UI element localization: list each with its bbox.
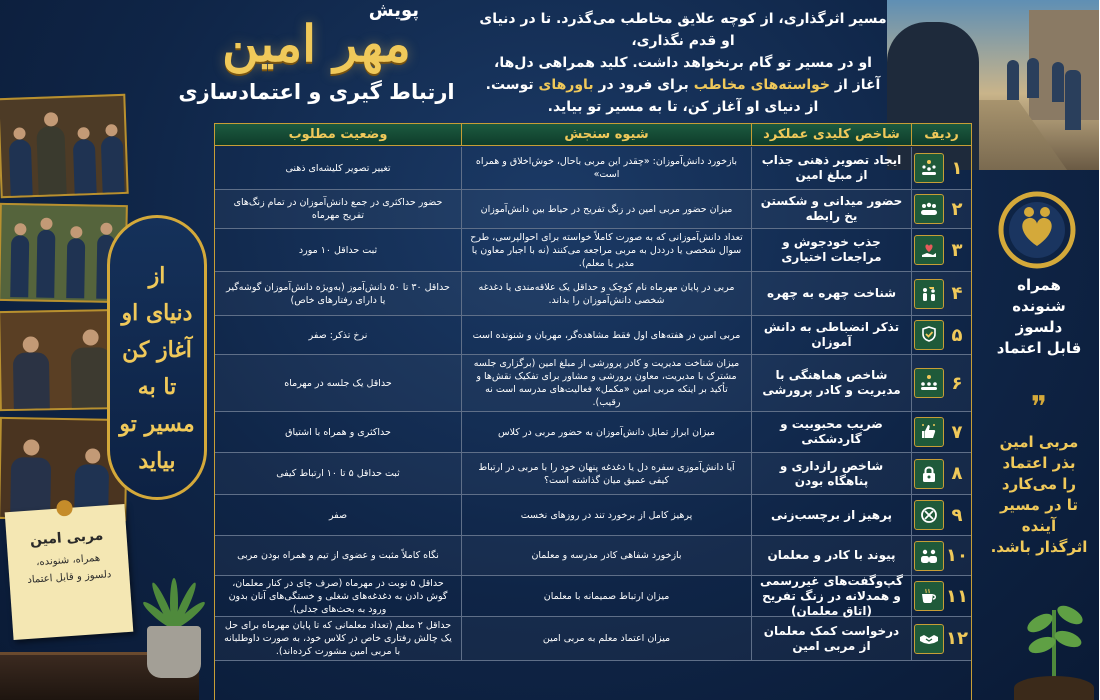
slogan-line: تا به [138, 374, 178, 400]
method-text: مربی در پایان مهرماه نام کوچک و حداقل یک علاقه‌مندی یا دغدغه شخصی دانش‌آموزان را بداند. [479, 281, 736, 306]
note-line: همراه، شنونده، [36, 552, 102, 569]
kpi-text: پیوند با کادر و معلمان [768, 548, 897, 562]
index-cell [912, 272, 972, 315]
row-number: ۱۱ [947, 585, 969, 607]
status-cell [216, 536, 462, 575]
intro-line: او در مسیر تو گام برنخواهد داشت. کلید همراهی دل‌ها، [495, 55, 873, 71]
status-text: نگاه کاملاً مثبت و عضوی از تیم و همراه بودن مربی [238, 550, 440, 561]
kpi-cell [752, 316, 912, 354]
network-people-icon [915, 368, 945, 398]
stars-people-icon [915, 153, 945, 183]
no-label-icon [915, 500, 945, 530]
index-cell [912, 617, 972, 660]
verse-line: بذر اعتماد [1003, 454, 1077, 472]
method-cell [462, 190, 752, 228]
method-cell [462, 576, 752, 616]
column-header-method: شیوه سنجش [462, 124, 752, 146]
intro-highlight: خواسته‌های مخاطب [694, 77, 832, 93]
quality-item: قابل اعتماد [997, 339, 1083, 357]
kpi-cell [752, 412, 912, 452]
heart-hand-icon [915, 235, 945, 265]
quote-mark-icon: ❞ [1031, 390, 1049, 425]
row-number: ۹ [952, 504, 964, 526]
kpi-text: جذب خودجوش و مراجعات اختیاری [782, 235, 883, 264]
kpi-text: حضور میدانی و شکستن یخ رابطه [761, 194, 904, 223]
row-number: ۶ [952, 372, 964, 394]
table-row [216, 412, 972, 453]
status-cell [216, 412, 462, 452]
table-row [216, 272, 972, 316]
kpi-cell [752, 229, 912, 271]
table-row [216, 190, 972, 229]
status-cell [216, 355, 462, 411]
verse-block [980, 432, 1100, 558]
row-number: ۵ [952, 324, 964, 346]
table-row [216, 453, 972, 495]
kpi-text: شاخص رازداری و پناهگاه بودن [780, 458, 885, 488]
qualities-list [980, 275, 1100, 359]
status-text: حداقل یک جلسه در مهرماه [285, 377, 393, 389]
handshake-icon [915, 624, 945, 654]
method-cell [462, 453, 752, 494]
kpi-text: تذکر انضباطی به دانش آموزان [764, 320, 901, 349]
method-cell [462, 229, 752, 271]
kpi-text: پرهیز از برچسب‌زنی [771, 507, 894, 522]
verse-line: را می‌کارد [1002, 475, 1078, 493]
kpi-table [215, 123, 973, 700]
row-number: ۸ [952, 463, 964, 484]
status-cell [216, 495, 462, 535]
thumbs-up-icon [915, 417, 945, 447]
sprout-icon [1005, 590, 1100, 700]
status-cell [216, 453, 462, 494]
shield-hand-icon [915, 320, 945, 350]
method-cell [462, 536, 752, 575]
method-cell [462, 147, 752, 189]
method-text: میزان حضور مربی امین در زنگ تفریح در حیاط بین دانش‌آموزان [481, 203, 734, 215]
row-number: ۱۲ [947, 628, 969, 649]
tea-cup-icon [915, 581, 945, 611]
method-text: تعداد دانش‌آموزانی که به صورت کاملاً خواسته برای احوالپرسی، طرح سوال شخصی یا درددل به مربی مراجعه می‌کنند (نه با اجبار معاون یا مدیر یا معلم). [471, 231, 744, 269]
sticky-note [6, 504, 135, 640]
kpi-cell [752, 573, 912, 618]
table-header [216, 124, 972, 146]
slogan-line: آغاز کن [123, 337, 193, 363]
method-cell [462, 316, 752, 354]
quality-item: دلسوز [1016, 318, 1064, 336]
mehr-amin-logo-icon [998, 190, 1078, 270]
method-text: میزان اعتماد معلم به مربی امین [543, 633, 672, 644]
verse-line: مربی امین [1000, 433, 1080, 451]
method-text: آیا دانش‌آموزی سفره دل یا دغدغه پنهان خود را با مربی در ارتباط کیفی عمیق میان گذاشته است؟ [479, 461, 736, 486]
status-text: صفر [329, 509, 349, 521]
method-cell [462, 355, 752, 411]
kpi-text: شاخص هماهنگی با مدیریت و کادر پرورشی [763, 368, 902, 397]
index-cell [912, 147, 972, 189]
index-cell [912, 495, 972, 535]
intro-line: مسیر اثرگذاری، از کوچه علایق مخاطب می‌گذرد. تا در دنیای او قدم نگذاری، [480, 11, 888, 49]
index-cell [912, 355, 972, 411]
kpi-text: گپ‌وگفت‌های غیررسمی و همدلانه در زنگ تفریح (اتاق معلمان) [761, 573, 904, 618]
title-block [165, 0, 470, 118]
group-icon [915, 194, 945, 224]
status-cell [216, 147, 462, 189]
quality-item: شنونده [1013, 297, 1067, 315]
index-cell [912, 453, 972, 494]
plant-icon [138, 565, 210, 700]
table-row [216, 147, 972, 190]
status-text: تغییر تصویر کلیشه‌ای ذهنی [286, 162, 392, 174]
page-title: مهر امین [223, 14, 412, 73]
method-text: میزان شناخت مدیریت و کادر پرورشی از مبلغ امین (برگزاری جلسه مشترک با مدیریت، معاون پرورشی و مشاور برای تفکیک نقش‌ها و تأکید بر اینکه مربی امین «مکمل» فعالیت‌های مدرسه است نه رقیب). [474, 358, 741, 408]
status-text: حداکثری و همراه با اشتیاق [286, 426, 392, 438]
slogan-line: از [149, 263, 167, 289]
page-subtitle: ارتباط گیری و اعتمادسازی [179, 80, 456, 104]
person-talk-icon [915, 279, 945, 309]
note-line: دلسوز و قابل اعتماد [28, 569, 113, 586]
table-row [216, 355, 972, 412]
kpi-cell [752, 272, 912, 315]
status-text: حداقل ۲ معلم (تعداد معلمانی که تا پایان مهرماه برای حل یک چالش رفتاری خاص در کلاس خود، به صورت داوطلبانه با مربی امین مشورت کرده‌اند). [225, 620, 453, 657]
row-number: ۲ [952, 198, 964, 220]
column-header-status: وضعیت مطلوب [289, 127, 389, 142]
kpi-cell [752, 190, 912, 228]
table-row [216, 536, 972, 576]
slogan-line: مسیر تو [120, 411, 196, 437]
status-text: حداقل ۵ نوبت در مهرماه (صرف چای در کنار معلمان، گوش دادن به دغدغه‌های شغلی و خستگی‌های آنان بدون ورود به بحث‌های جدلی). [229, 577, 449, 615]
students-photo-1 [0, 94, 130, 198]
teachers-icon [915, 541, 945, 571]
table-row [216, 495, 972, 536]
intro-highlight: باورهای [539, 77, 595, 93]
method-text: میزان ارتباط صمیمانه با معلمان [544, 590, 671, 602]
status-cell [216, 576, 462, 616]
method-text: بازخورد شفاهی کادر مدرسه و معلمان [532, 550, 683, 561]
title-prefix: پویش [369, 0, 420, 21]
row-number: ۱ [952, 157, 964, 179]
table-row [216, 229, 972, 272]
kpi-text: ایجاد تصویر ذهنی جذاب از مبلغ امین [762, 153, 903, 182]
status-cell [216, 190, 462, 228]
method-cell [462, 272, 752, 315]
method-cell [462, 617, 752, 660]
verse-line: اثرگذار باشد. [991, 538, 1089, 556]
intro-line: از دنیای او آغاز کن، تا به مسیر تو بیاید. [548, 99, 820, 115]
kpi-text: درخواست کمک معلمان از مربی امین [764, 623, 901, 653]
slogan-arch [108, 215, 208, 500]
slogan-line: بیاید [139, 448, 177, 474]
row-number: ۴ [952, 283, 964, 304]
kpi-text: شناخت چهره به چهره [767, 286, 898, 300]
index-cell [912, 576, 972, 616]
table-row [216, 316, 972, 355]
verse-line: تا در مسیر [1000, 496, 1080, 514]
status-text: حضور حداکثری در جمع دانش‌آموزان در تمام زنگ‌های تفریح مهرماه [234, 197, 444, 221]
method-cell [462, 495, 752, 535]
row-number: ۳ [952, 239, 964, 261]
status-cell [216, 316, 462, 354]
method-text: پرهیز کامل از برخورد تند در روزهای نخست [521, 509, 694, 521]
row-number: ۱۰ [947, 545, 969, 566]
table-row [216, 573, 972, 618]
column-header-index: ردیف [912, 124, 972, 146]
kpi-text: ضریب محبوبیت و گاردشکنی [781, 417, 884, 446]
status-text: ثبت حداقل ۵ تا ۱۰ ارتباط کیفی [277, 468, 401, 479]
status-text: حداقل ۳۰ تا ۵۰ دانش‌آموز (به‌ویژه دانش‌آموزان گوشه‌گیر یا دارای رفتارهای خاص) [227, 281, 451, 306]
kpi-cell [752, 355, 912, 411]
intro-paragraph [478, 8, 890, 118]
method-text: بازخورد دانش‌آموزان: «چقدر این مربی باحال، خوش‌اخلاق و همراه است» [476, 156, 739, 180]
kpi-cell [752, 147, 912, 189]
quality-item: همراه [1018, 276, 1062, 294]
kpi-cell [752, 617, 912, 660]
method-cell [462, 412, 752, 452]
index-cell [912, 412, 972, 452]
status-text: ثبت حداقل ۱۰ مورد [299, 244, 379, 256]
index-cell [912, 316, 972, 354]
method-text: مربی امین در هفته‌های اول فقط مشاهده‌گر، مهربان و شنونده است [473, 329, 742, 341]
table-row [216, 617, 972, 661]
kpi-cell [752, 536, 912, 575]
status-text: نرخ تذکر: صفر [309, 329, 369, 341]
slogan-line: دنیای او [122, 300, 194, 326]
row-number: ۷ [952, 421, 964, 443]
index-cell [912, 536, 972, 575]
note-title: مربی امین [30, 527, 105, 549]
kpi-cell [752, 453, 912, 494]
method-text: میزان ابراز تمایل دانش‌آموزان به حضور مربی در کلاس [499, 426, 716, 438]
status-cell [216, 617, 462, 660]
intro-line: آغاز از خواسته‌های مخاطب برای فرود در باورهای توست. [486, 77, 882, 93]
status-cell [216, 272, 462, 315]
pin-icon [57, 500, 74, 517]
column-header-kpi: شاخص کلیدی عملکرد [752, 124, 912, 146]
kpi-cell [752, 495, 912, 535]
verse-line: آینده [1022, 517, 1058, 535]
status-cell [216, 229, 462, 271]
index-cell [912, 190, 972, 228]
index-cell [912, 229, 972, 271]
lock-icon [915, 459, 945, 489]
